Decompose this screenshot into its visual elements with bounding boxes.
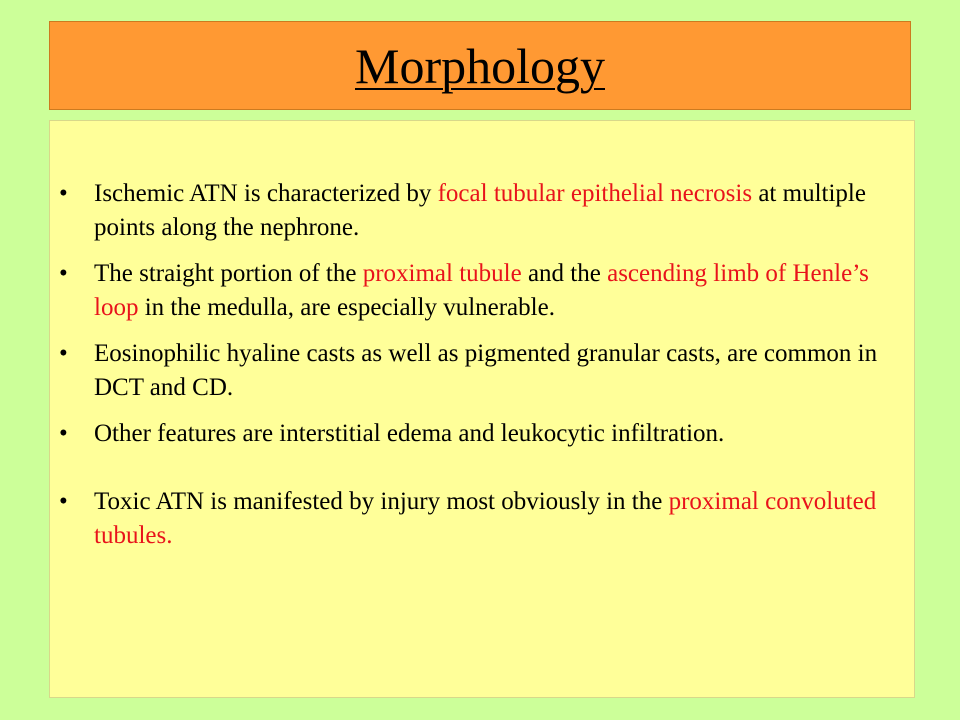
bullet-dot-icon: • — [59, 488, 68, 515]
bullet-item-toxic-atn — [50, 485, 916, 553]
highlight-text: focal tubular epithelial necrosis — [437, 180, 753, 207]
highlight-text: proximal convoluted tubules. — [94, 488, 877, 549]
highlight-text: proximal tubule — [362, 260, 522, 287]
bullet-text: and the — [521, 260, 608, 287]
bullet-list — [50, 177, 916, 565]
bullet-dot-icon: • — [59, 340, 68, 367]
bullet-item-ischemic-atn — [50, 177, 916, 245]
bullet-item-vulnerable-segments — [50, 257, 916, 325]
bullet-item-casts — [50, 337, 916, 405]
bullet-dot-icon: • — [59, 420, 68, 447]
bullet-dot-icon: • — [59, 260, 68, 287]
bullet-text: at multiple points along the nephrone. — [94, 180, 866, 241]
bullet-text: Toxic ATN is manifested by injury most obviously in the — [94, 488, 669, 515]
bullet-item-other-features — [50, 417, 916, 451]
bullet-text: in the medulla, are especially vulnerable. — [138, 294, 555, 321]
slide-title: Morphology — [355, 37, 605, 94]
bullet-text: Other features are interstitial edema and leukocytic infiltration. — [94, 420, 725, 447]
title-banner — [49, 21, 911, 110]
bullet-text: Ischemic ATN is characterized by — [94, 180, 438, 207]
bullet-dot-icon: • — [59, 180, 68, 207]
content-panel — [49, 120, 915, 698]
bullet-text: Eosinophilic hyaline casts as well as pigmented granular casts, are common in DCT and CD. — [94, 340, 878, 401]
highlight-text: ascending limb of Henle’s loop — [94, 260, 869, 321]
bullet-text: The straight portion of the — [94, 260, 363, 287]
